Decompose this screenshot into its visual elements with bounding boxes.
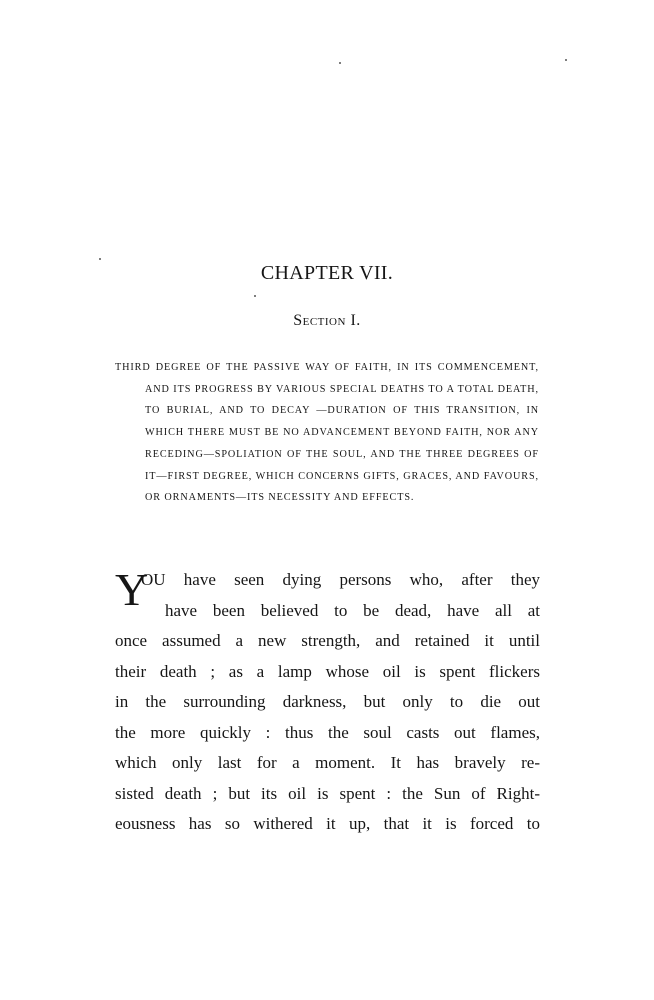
text-line-content: sisted death ; but its oil is spent : the Sun of Right- — [115, 783, 540, 803]
text-line — [115, 748, 540, 779]
text-line-content: which only last for a moment. It has bravely re- — [115, 753, 540, 772]
text-line — [115, 687, 540, 718]
text-line-content: have been believed to be dead, have all at — [165, 600, 540, 620]
text-line — [115, 565, 540, 596]
text-line — [115, 596, 540, 627]
scan-speck — [254, 295, 256, 297]
drop-cap: Y — [115, 564, 149, 615]
text-line-content: eousness has so withered it up, that it is forced to — [115, 814, 540, 833]
scan-speck — [565, 59, 567, 61]
text-line-content: OU have seen dying persons who, after they — [141, 570, 540, 589]
scan-speck — [99, 258, 101, 260]
text-line — [115, 626, 540, 657]
text-line-content: once assumed a new strength, and retained it until — [115, 631, 540, 650]
text-line — [115, 718, 540, 749]
chapter-summary: THIRD DEGREE OF THE PASSIVE WAY OF FAITH, IN ITS COMMENCEMENT, AND ITS PROGRESS BY VARIOUS SPECIAL DEATHS TO A TOTAL DEATH, TO BURIAL, AND TO DECAY —DURATION OF THIS TRANSITION, IN WHICH THERE MUST BE NO ADVANCEMENT BEYOND FAITH, NOR ANY RECEDING—SPOLIATION OF THE SOUL, AND THE THREE DEGREES OF IT—FIRST DEGREE, WHICH CONCERNS GIFTS, GRACES, AND FAVOURS, OR ORNAMENTS—ITS NECESSITY AND EFFECTS. — [115, 362, 539, 504]
text-line-content: in the surrounding darkness, but only to die out — [115, 692, 540, 711]
text-line-content: their death ; as a lamp whose oil is spent flickers — [115, 661, 540, 681]
scan-speck — [339, 62, 341, 64]
section-title: Section I. — [293, 312, 361, 329]
chapter-title: CHAPTER VII. — [260, 262, 394, 284]
text-line — [115, 809, 540, 840]
text-line — [115, 779, 540, 810]
text-line — [115, 657, 540, 688]
body-paragraph — [115, 565, 540, 840]
text-line-content: the more quickly : thus the soul casts out flames, — [115, 722, 540, 742]
